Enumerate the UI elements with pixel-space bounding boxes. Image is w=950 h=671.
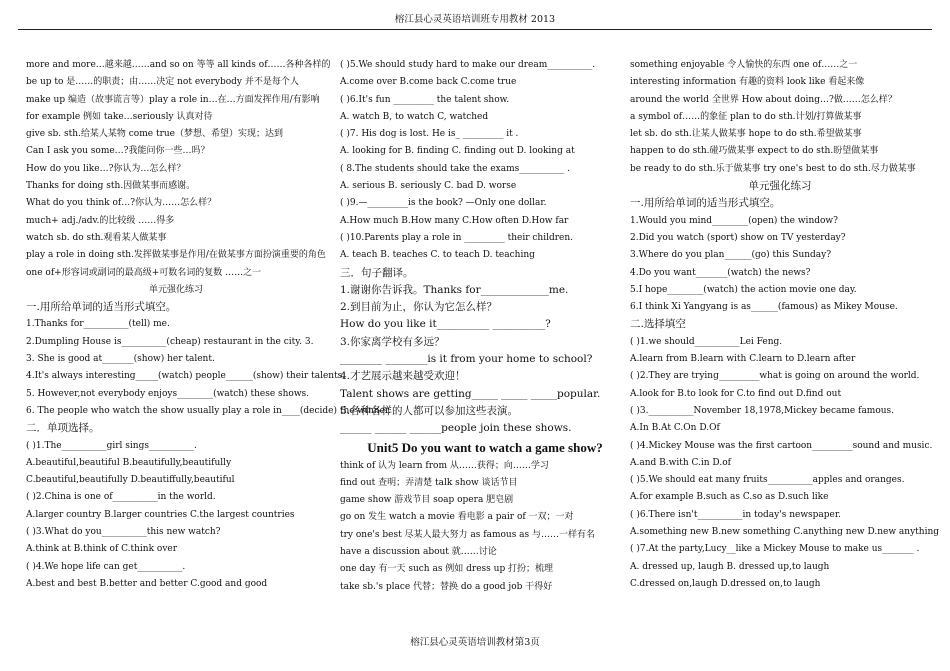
col2-line: take sb.'s place 代替；替换 do a good job 干得好 (340, 581, 553, 592)
col1-line: How do you like…?你认为…怎么样？ (26, 163, 186, 174)
col2-line: Talent shows are getting_____ _____ _____popular. (340, 387, 601, 400)
col2-line: A. watch B, to watch C, watched (340, 111, 489, 122)
col1-line: 单元强化练习 (148, 284, 203, 295)
col2-line: try one's best 尽某人最大努力 as famous as 与……一样有名 (340, 529, 596, 540)
col2-line: have a discussion about 就……讨论 (340, 547, 497, 558)
col3-line: ( )2.They are trying_________what is going on around the world. (630, 371, 920, 382)
col1-line: Thanks for doing sth.因做某事而感谢。 (26, 181, 196, 192)
col1-line: A.larger country B.larger countries C.the largest countries (26, 509, 295, 520)
col2-line: How do you like it__________ __________? (340, 318, 551, 331)
col2-line: think of 认为 learn from 从……获得；向……学习 (340, 460, 549, 471)
col3-line: 5.I hope________(watch) the action movie one day. (630, 284, 857, 295)
col2-line: ( )9.—_________is the book? —Only one dollar. (340, 198, 547, 209)
col1-line: make up 编造（故事谎言等）play a role in…在…方面发挥作用/有影响 (26, 94, 320, 105)
col1-line: ( )1.The__________girl sings__________. (26, 440, 197, 451)
col3-line: a symbol of……的象征 plan to do sth.计划/打算做某事 (630, 111, 862, 122)
col2-line: 三．句子翻译。 (340, 266, 414, 279)
col1-line: A.best and best B.better and better C.good and good (26, 578, 268, 589)
col3-line: A.and B.with C.in D.of (630, 457, 731, 468)
column-middle (340, 57, 630, 596)
col3-line: A.learn from B.learn with C.learn to D.learn after (630, 354, 856, 365)
col2-line: 1.谢谢你告诉我。Thanks for_____________me. (340, 283, 569, 296)
col2-line: go on 发生 watch a movie 看电影 a pair of 一双；一对 (340, 512, 574, 523)
col3-line: 2.Did you watch (sport) show on TV yesterday? (630, 232, 846, 243)
col1-line: be up to 是……的职责；由……决定 not everybody 并不是每个人 (26, 77, 299, 88)
header-divider (18, 29, 932, 30)
col3-line: let sb. do sth.让某人做某事 hope to do sth.希望做某事 (630, 129, 862, 140)
col1-line: 1.Thanks for__________(tell) me. (26, 319, 170, 330)
col2-line: ( )6.It's fun _________ the talent show. (340, 94, 510, 105)
col3-line: 单元强化练习 (748, 180, 812, 193)
col3-line: ( )5.We should eat many fruits__________apples and oranges. (630, 475, 905, 486)
col3-line: ( )4.Mickey Mouse was the first cartoon_________sound and music. (630, 440, 933, 451)
col3-line: 1.Would you mind________(open) the window? (630, 215, 838, 226)
col2-line: ( )7. His dog is lost. He is_ _________ it . (340, 129, 519, 140)
col3-line: 6.I think Xi Yangyang is as______(famous) as Mikey Mouse. (630, 302, 898, 313)
col2-line: A.come over B.come back C.come true (340, 77, 517, 88)
col2-line: 2.到目前为止，你认为它怎么样？ (340, 301, 498, 314)
col3-line: ( )7.At the party,Lucy__like a Mickey Mouse to make us_______ . (630, 544, 920, 555)
col2-line: ________ ________is it from your home to school? (340, 353, 593, 366)
col2-line: game show 游戏节目 soap opera 肥皂剧 (340, 495, 514, 506)
col2-line: find out 查明；弄清楚 talk show 谈话节目 (340, 477, 518, 488)
col2-line: A. looking for B. finding C. finding out D. looking at (340, 146, 575, 157)
col1-line: ( )2.China is one of__________in the world. (26, 492, 216, 503)
col2-line: 3.你家离学校有多远？ (340, 335, 445, 348)
column-right (630, 57, 940, 593)
col3-line: A.for example B.such as C.so as D.such like (630, 492, 829, 503)
col2-line: A.How much B.How many C.How often D.How far (340, 215, 569, 226)
col2-line: ______ ______ ______people join these shows. (340, 422, 572, 435)
col1-line: 3. She is good at_______(show) her talent. (26, 354, 215, 365)
col3-line: ( )6.There isn't__________in today's newspaper. (630, 509, 842, 520)
col3-line: be ready to do sth.乐于做某事 try one's best to do sth.尽力做某事 (630, 163, 916, 174)
col3-line: ( )3.__________November 18,1978,Mickey became famous. (630, 405, 895, 416)
col1-line: 2.Dumpling House is__________(cheap) restaurant in the city. 3. (26, 336, 314, 347)
col2-line: A. teach B. teaches C. to teach D. teaching (340, 250, 535, 261)
col3-line: A.In B.At C.On D.Of (630, 423, 720, 434)
col3-line: happen to do sth.碰巧做某事 expect to do sth.盼望做某事 (630, 146, 879, 157)
col1-line: 6. The people who watch the show usually play a role in____(decide) the winner. (26, 405, 392, 416)
col2-line: 4.才艺展示越来越受欢迎！ (340, 370, 466, 383)
col3-line: C.dressed on,laugh D.dressed on,to laugh (630, 578, 821, 589)
col2-line: ( )10.Parents play a role in _________ their children. (340, 232, 574, 243)
col1-line: much+ adj./adv.的比较级 ……得多 (26, 215, 175, 226)
col1-line: ( )3.What do you__________this new watch? (26, 527, 221, 538)
col3-line: A. dressed up, laugh B. dressed up,to laugh (630, 561, 830, 572)
col3-line: 二.选择填空 (630, 318, 686, 331)
col2-line: A. serious B. seriously C. bad D. worse (340, 181, 517, 192)
col1-line: 二．单项选择。 (26, 422, 100, 435)
col1-line: Can I ask you some…?我能问你一些…吗？ (26, 146, 210, 157)
col3-line: ( )1.we should__________Lei Feng. (630, 336, 783, 347)
col3-line: A.something new B.new something C.anything new D.new anything (630, 527, 940, 538)
col1-line: play a role in doing sth.发挥做某事是作用/在做某事方面扮演重要的角色 (26, 250, 326, 261)
col1-line: more and more…越来越……and so on 等等 all kinds of……各种各样的 (26, 60, 331, 70)
col2-line: one day 有一天 such as 例如 dress up 打扮；梳理 (340, 564, 554, 575)
col3-line: A.look for B.to look for C.to find out D.find out (630, 388, 842, 399)
col3-line: around the world 全世界 How about doing…?做……怎么样？ (630, 94, 897, 105)
col1-line: A.think at B.think of C.think over (26, 544, 178, 555)
col2-line: ( 8.The students should take the exams__________ . (340, 163, 570, 174)
col3-line: 一.用所给单词的适当形式填空。 (630, 197, 781, 210)
col2-line: Unit5 Do you want to watch a game show? (367, 439, 603, 455)
col1-line: ( )4.We hope life can get__________. (26, 561, 186, 572)
col3-line: 3.Where do you plan______(go) this Sunday? (630, 250, 832, 261)
col2-line: ( )5.We should study hard to make our dream__________. (340, 60, 596, 70)
col1-line: watch sb. do sth.观看某人做某事 (26, 232, 167, 243)
col1-line: give sb. sth.给某人某物 come true（梦想、希望）实现；达到 (26, 129, 283, 140)
page-footer: 榕江县心灵英语培训教材第3页 (410, 637, 540, 648)
col3-line: interesting information 有趣的资料 look like 看起来像 (630, 77, 865, 88)
col1-line: C.beautiful,beautifully D.beautiffully,beautiful (26, 475, 235, 486)
col1-line: for example 例如 take…seriously 认真对待 (26, 111, 213, 122)
col1-line: one of+形容词或副词的最高级+可数名词的复数 ……之一 (26, 267, 262, 278)
col1-line: 一.用所给单词的适当形式填空。 (26, 301, 177, 314)
col2-line: 5.各种各样的人都可以参加这些表演。 (340, 404, 519, 417)
col1-line: What do you think of…?你认为……怎么样？ (26, 198, 217, 209)
col1-line: 5. However,not everybody enjoys________(watch) these shows. (26, 388, 310, 399)
col1-line: 4.It's always interesting_____(watch) people______(show) their talents. (26, 371, 346, 382)
col3-line: 4.Do you want_______(watch) the news? (630, 267, 811, 278)
col3-line: something enjoyable 令人愉快的东西 one of……之一 (630, 60, 858, 70)
page-header: 榕江县心灵英语培训班专用教材 2013 (394, 14, 556, 25)
col1-line: A.beautiful,beautiful B.beautifully,beautifully (26, 457, 232, 468)
